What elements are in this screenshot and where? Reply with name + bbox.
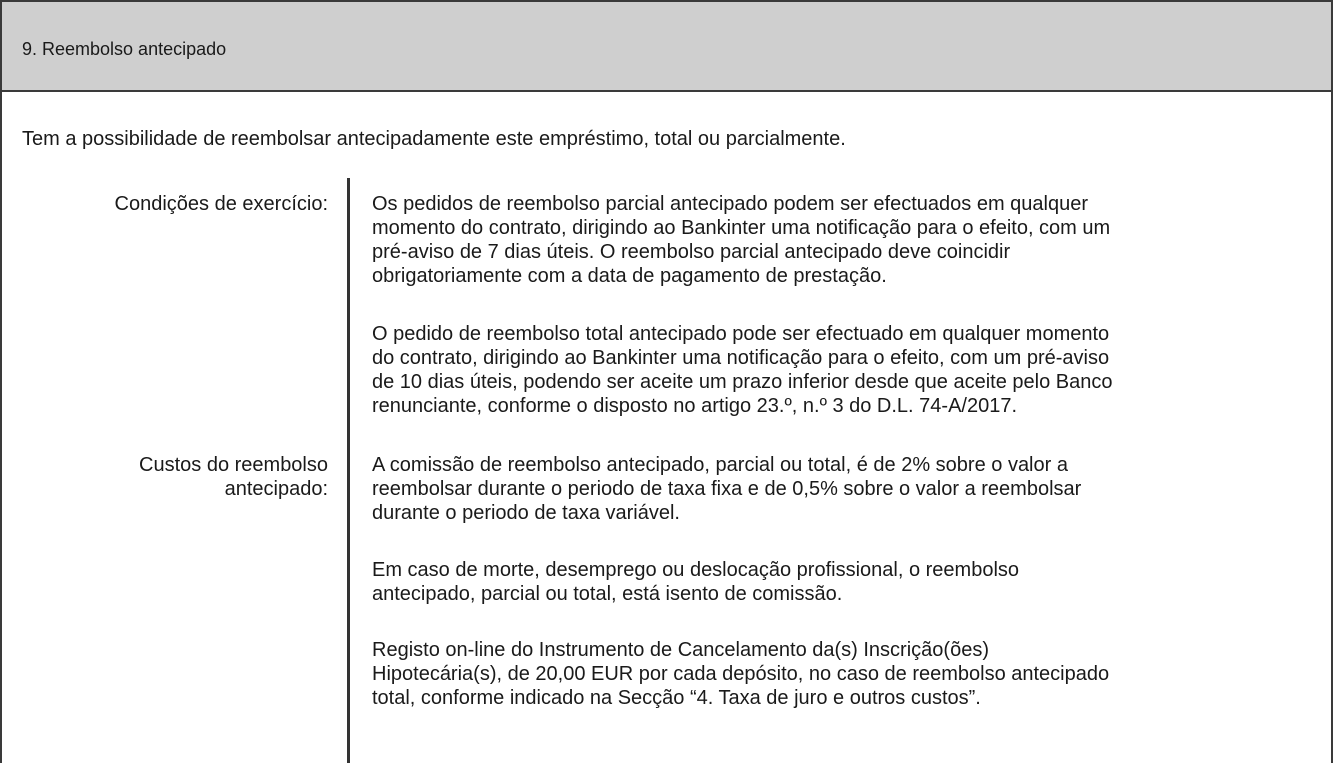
paragraph-registry-fee xyxy=(372,638,1322,710)
section-title: 9. Reembolso antecipado xyxy=(22,39,227,59)
paragraph-line: renunciante, conforme o disposto no artigo 23.º, n.º 3 do D.L. 74-A/2017. xyxy=(372,395,1018,417)
section-header xyxy=(2,0,1331,92)
paragraph-line: pré-aviso de 7 dias úteis. O reembolso parcial antecipado deve coincidir xyxy=(372,241,1011,263)
paragraph-total-repayment xyxy=(372,322,1322,418)
row-label-line: Condições de exercício: xyxy=(114,193,328,215)
paragraph-line: Em caso de morte, desemprego ou deslocação profissional, o reembolso xyxy=(372,559,1020,581)
paragraph-line: do contrato, dirigindo ao Bankinter uma notificação para o efeito, com um pré-aviso xyxy=(372,347,1110,369)
paragraph-line: A comissão de reembolso antecipado, parcial ou total, é de 2% sobre o valor a xyxy=(372,454,1068,476)
paragraph-line: reembolsar durante o periodo de taxa fixa e de 0,5% sobre o valor a reembolsar xyxy=(372,478,1082,500)
intro-text: Tem a possibilidade de reembolsar antecipadamente este empréstimo, total ou parcialmente. xyxy=(22,128,846,150)
row-label-line: Custos do reembolso xyxy=(139,454,328,476)
paragraph-line: durante o periodo de taxa variável. xyxy=(372,502,680,524)
paragraph-line: momento do contrato, dirigindo ao Bankinter uma notificação para o efeito, com um xyxy=(372,217,1111,239)
paragraph-commission xyxy=(372,453,1322,525)
paragraph-partial-repayment xyxy=(372,192,1322,288)
row-label-conditions xyxy=(115,192,328,216)
paragraph-line: total, conforme indicado na Secção “4. Taxa de juro e outros custos”. xyxy=(372,687,981,709)
paragraph-line: antecipado, parcial ou total, está isento de comissão. xyxy=(372,583,843,605)
paragraph-line: obrigatoriamente com a data de pagamento de prestação. xyxy=(372,265,887,287)
paragraph-line: O pedido de reembolso total antecipado pode ser efectuado em qualquer momento xyxy=(372,323,1110,345)
paragraph-line: de 10 dias úteis, podendo ser aceite um prazo inferior desde que aceite pelo Banco xyxy=(372,371,1113,393)
paragraph-line: Os pedidos de reembolso parcial antecipado podem ser efectuados em qualquer xyxy=(372,193,1088,215)
row-label-costs xyxy=(139,453,328,501)
paragraph-line: Hipotecária(s), de 20,00 EUR por cada depósito, no caso de reembolso antecipado xyxy=(372,663,1110,685)
paragraph-line: Registo on-line do Instrumento de Cancelamento da(s) Inscrição(ões) xyxy=(372,639,989,661)
paragraph-exemption xyxy=(372,558,1322,606)
column-divider xyxy=(347,178,350,763)
row-label-line: antecipado: xyxy=(224,478,328,500)
